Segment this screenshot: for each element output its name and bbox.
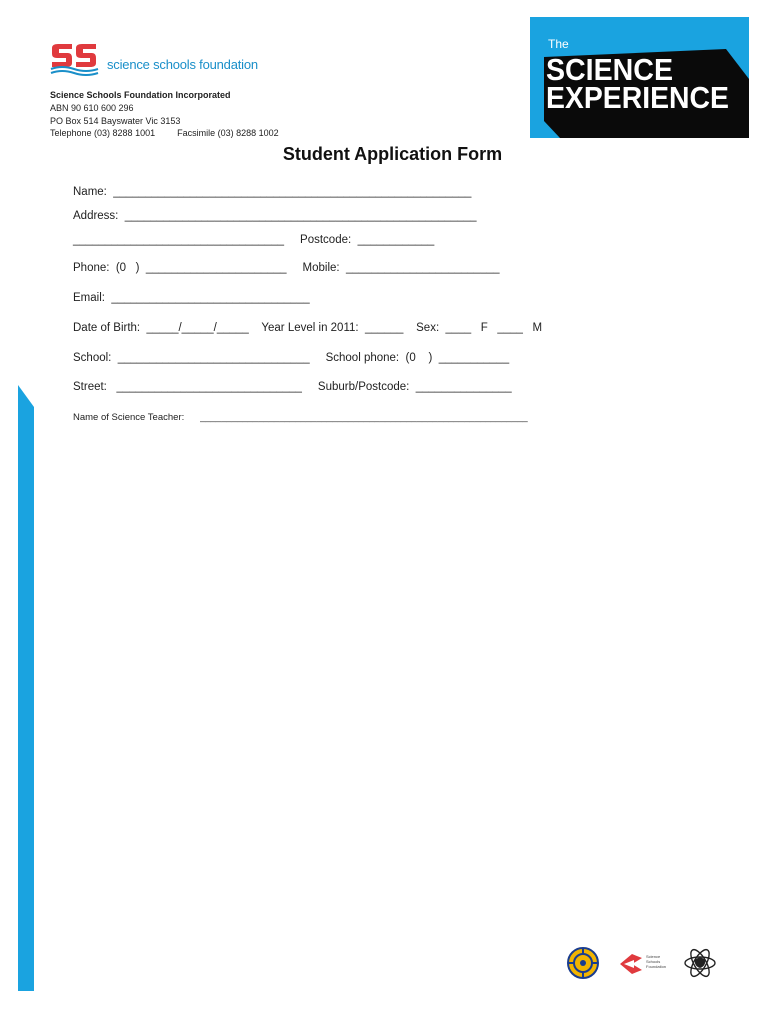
- address-field[interactable]: Address: _______________________________________________________: [73, 210, 477, 222]
- partner-text-3: Foundation: [646, 964, 667, 969]
- org-address: PO Box 514 Bayswater Vic 3153: [50, 116, 181, 126]
- phone-mobile-field[interactable]: Phone: (0 ) ______________________ Mobile: ________________________: [73, 262, 500, 274]
- science-teacher-field[interactable]: Name of Science Teacher: ______________________________________________________________: [73, 412, 528, 423]
- org-contact: [50, 127, 279, 139]
- street-suburb-field[interactable]: Street: _____________________________ Suburb/Postcode: _______________: [73, 381, 512, 393]
- school-field[interactable]: School: ______________________________ School phone: (0 ) ___________: [73, 352, 510, 364]
- name-field[interactable]: Name: ________________________________________________________: [73, 186, 472, 198]
- email-field[interactable]: Email: _______________________________: [73, 292, 310, 304]
- telephone-text: Telephone (03) 8288 1001: [50, 128, 156, 138]
- address-postcode-field[interactable]: _________________________________ Postcode: ____________: [73, 234, 435, 246]
- partner-logo-icon: [618, 950, 644, 978]
- partner-logo: [618, 950, 670, 978]
- brand-science: SCIENCE: [546, 52, 673, 87]
- page-title: Student Application Form: [282, 144, 503, 164]
- facsimile-text: Facsimile (03) 8288 1002: [177, 128, 279, 138]
- dob-year-sex-field[interactable]: Date of Birth: _____/_____/_____ Year Level in 2011: ______ Sex: ____ F ____ M: [73, 322, 543, 334]
- side-accent-stripe: [18, 385, 34, 991]
- partner-text-1: Science: [646, 954, 661, 959]
- atom-icon: [683, 946, 717, 980]
- partner-text-2: Schools: [646, 959, 661, 964]
- logo-wordmark: science schools foundation: [107, 57, 258, 72]
- brand-the: The: [548, 37, 569, 51]
- rotary-emblem-icon: [566, 946, 600, 980]
- science-experience-logo: [530, 17, 749, 138]
- brand-experience: EXPERIENCE: [546, 80, 729, 115]
- org-abn: ABN 90 610 600 296: [50, 103, 134, 113]
- org-name: Science Schools Foundation Incorporated: [50, 90, 231, 100]
- ssf-logo-icon: [50, 42, 100, 76]
